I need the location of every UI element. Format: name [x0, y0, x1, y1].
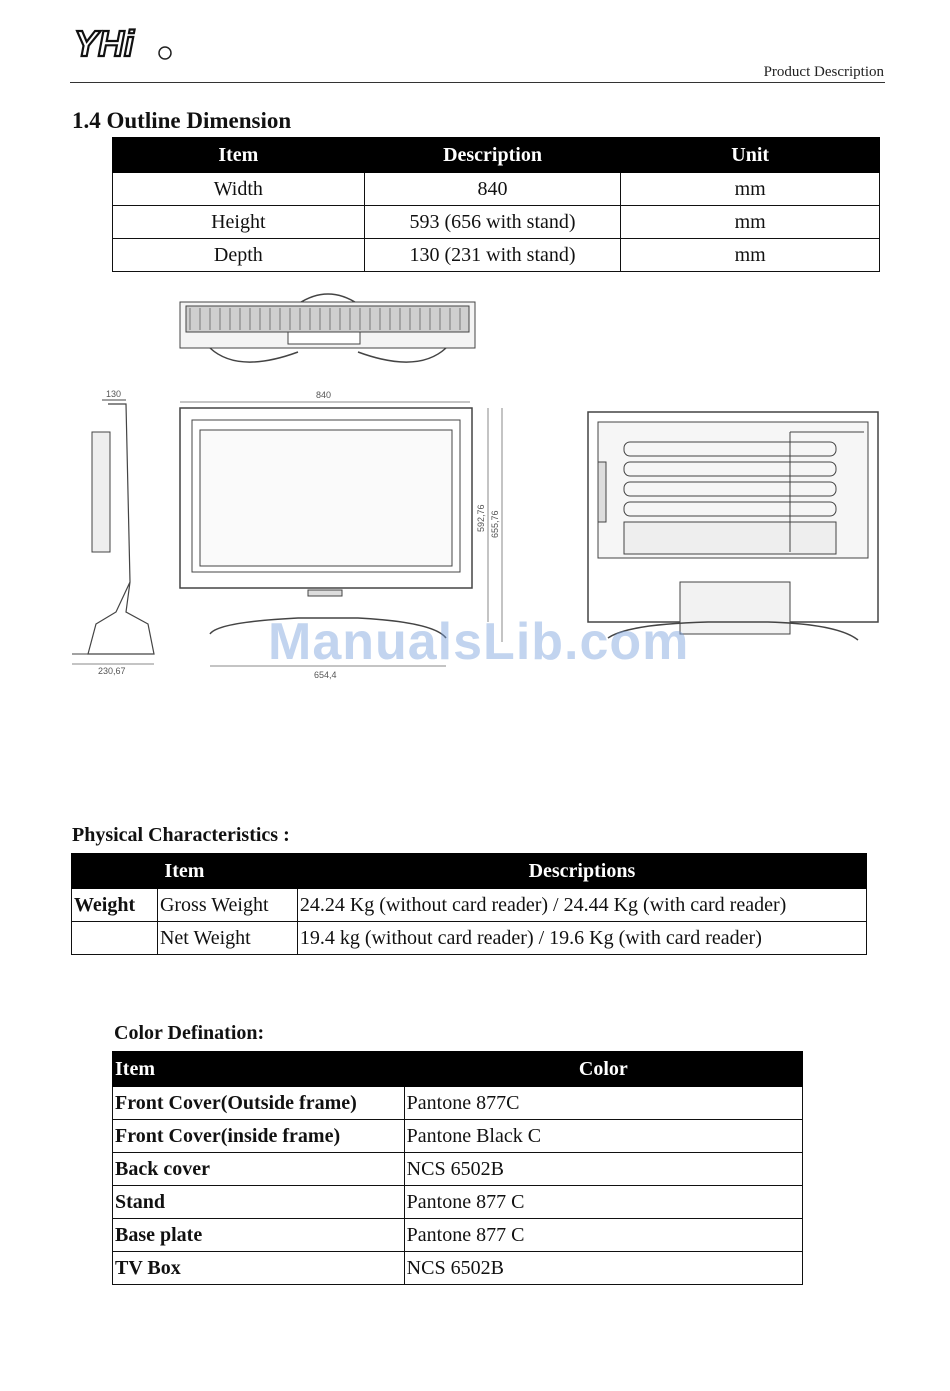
- table-cell: Pantone 877 C: [404, 1186, 802, 1219]
- table-cell: Base plate: [113, 1219, 405, 1252]
- dimension-label: 130: [106, 389, 122, 399]
- table-cell: Width: [113, 173, 365, 206]
- table-header-row: [113, 138, 880, 173]
- table-header-row: [113, 1052, 803, 1087]
- table-cell: Depth: [113, 239, 365, 272]
- table-cell: NCS 6502B: [404, 1252, 802, 1285]
- column-header: Item: [113, 1052, 405, 1087]
- table-row: [113, 239, 880, 272]
- table-cell: 19.4 kg (without card reader) / 19.6 Kg (with card reader): [297, 922, 866, 955]
- outline-dimension-table: [112, 137, 880, 272]
- table-row: [113, 1186, 803, 1219]
- table-cell: Net Weight: [157, 922, 297, 955]
- header-divider: [70, 82, 885, 83]
- dimension-label: 655,76: [490, 510, 500, 538]
- physical-characteristics-title: Physical Characteristics :: [72, 824, 290, 846]
- table-cell: mm: [621, 206, 880, 239]
- table-cell: NCS 6502B: [404, 1153, 802, 1186]
- table-cell: 130 (231 with stand): [364, 239, 621, 272]
- watermark: ManualsLib.com: [268, 613, 690, 671]
- color-definition-table: [112, 1051, 803, 1285]
- table-cell: Stand: [113, 1186, 405, 1219]
- table-cell: TV Box: [113, 1252, 405, 1285]
- table-row: [72, 889, 867, 922]
- dimension-label: 230,67: [98, 666, 126, 676]
- table-cell: Height: [113, 206, 365, 239]
- table-row: [113, 1252, 803, 1285]
- column-header: Descriptions: [297, 854, 866, 889]
- dimension-label: 654,4: [314, 670, 337, 680]
- table-cell: 840: [364, 173, 621, 206]
- top-view-drawing: [180, 294, 475, 362]
- physical-characteristics-table: [71, 853, 867, 955]
- table-row: [113, 173, 880, 206]
- table-cell: Pantone 877C: [404, 1087, 802, 1120]
- company-logo: [72, 22, 182, 64]
- table-row: [113, 1153, 803, 1186]
- table-cell: Front Cover(Outside frame): [113, 1087, 405, 1120]
- column-header: Color: [404, 1052, 802, 1087]
- table-row: [113, 1120, 803, 1153]
- table-cell: mm: [621, 173, 880, 206]
- header-section-label: Product Description: [763, 64, 884, 80]
- table-cell: Back cover: [113, 1153, 405, 1186]
- table-cell: mm: [621, 239, 880, 272]
- group-label: Weight: [72, 889, 158, 922]
- table-row: [113, 1219, 803, 1252]
- table-cell: Pantone 877 C: [404, 1219, 802, 1252]
- table-row: [113, 1087, 803, 1120]
- side-view-drawing: [72, 389, 154, 676]
- table-row: [113, 206, 880, 239]
- column-header: Unit: [621, 138, 880, 173]
- table-row: [72, 922, 867, 955]
- dimension-label: 840: [316, 390, 332, 400]
- table-header-row: [72, 854, 867, 889]
- dimension-label: 592,76: [476, 504, 486, 532]
- table-cell: 24.24 Kg (without card reader) / 24.44 Kg (with card reader): [297, 889, 866, 922]
- table-cell: Pantone Black C: [404, 1120, 802, 1153]
- color-definition-title: Color Defination:: [114, 1022, 265, 1044]
- table-cell: Gross Weight: [157, 889, 297, 922]
- column-header: Item: [113, 138, 365, 173]
- section-title: 1.4 Outline Dimension: [72, 108, 292, 133]
- table-cell: Front Cover(inside frame): [113, 1120, 405, 1153]
- table-cell: 593 (656 with stand): [364, 206, 621, 239]
- column-header: Item: [72, 854, 298, 889]
- logo-mark-icon: [159, 47, 171, 59]
- column-header: Description: [364, 138, 621, 173]
- logo-text: YHi: [74, 23, 135, 64]
- table-cell-empty: [72, 922, 158, 955]
- rear-view-drawing: [588, 412, 878, 640]
